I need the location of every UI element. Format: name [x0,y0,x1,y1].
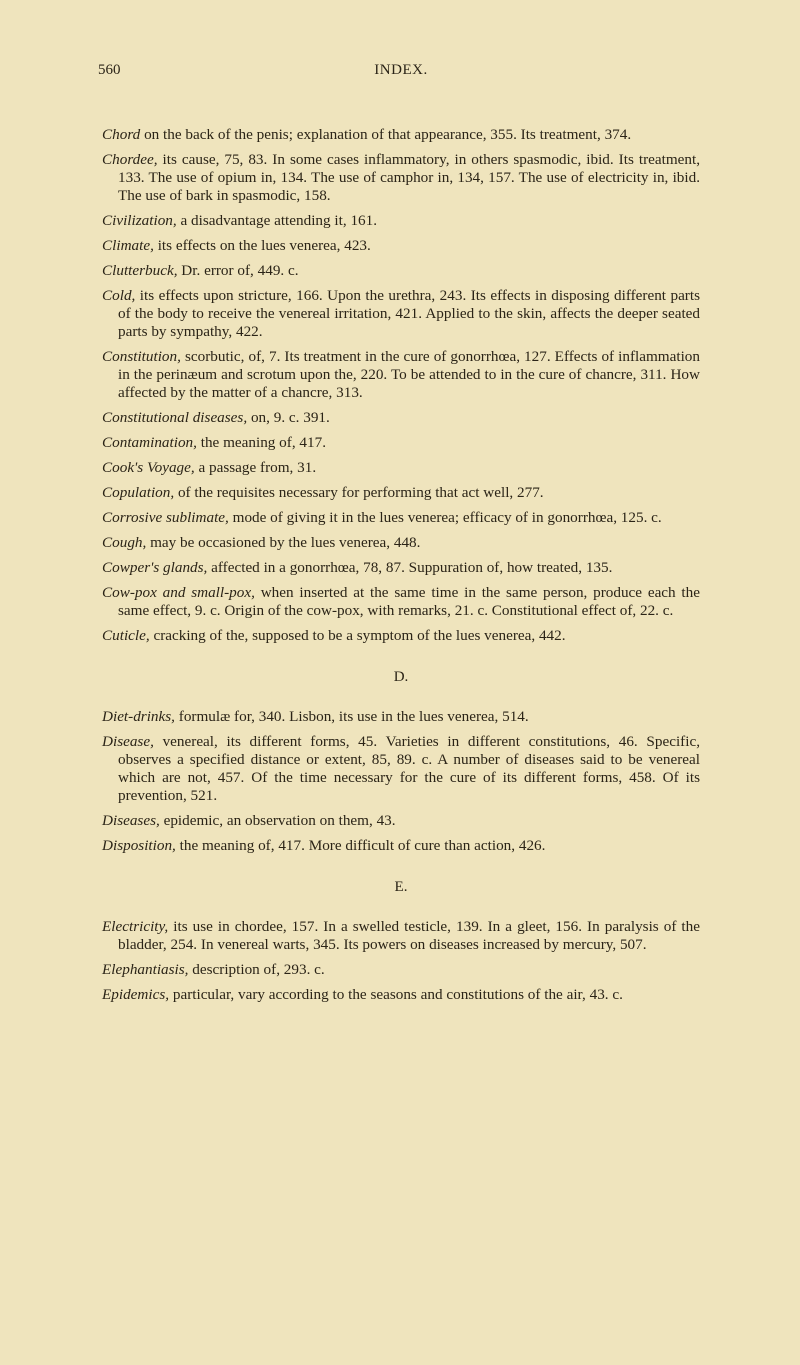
entry-text: venereal, its different forms, 45. Varieties in different constitutions, 46. Specific, observes a specified distance or extent, 85, 89. c. A number of diseases said to be venereal which are not, 457. Of the time necessary for the cure of its different forms, 458. Of its prevention, 521. [118,733,700,804]
index-entry [102,509,700,527]
page-number: 560 [98,62,121,78]
index-entry [102,459,700,477]
entry-text: on the back of the penis; explanation of that appearance, 355. Its treatment, 374. [140,126,632,143]
section-letter-heading: E. [394,879,408,895]
entry-text: scorbutic, of, 7. Its treatment in the cure of gonorrhœa, 127. Effects of inflammation in the perinæum and scrotum upon the, 220. To be attended to in the cure of chancre, 311. How affected by the matter of a chancre, 313. [118,348,700,401]
entry-text: a passage from, 31. [194,459,317,476]
entry-text: a disadvantage attending it, 161. [176,212,378,229]
index-entry [102,961,700,979]
index-entry [102,348,700,402]
entry-term: Constitutional diseases, [102,409,248,426]
entry-term: Cough, [102,534,147,551]
page-title: INDEX. [374,62,428,78]
entry-text: its cause, 75, 83. In some cases inflammatory, in others spasmodic, ibid. Its treatment, 133. The use of opium in, 134. The use of camphor in, 134, 157. The use of electricity in, ibid. The use of bark in spasmodic, 158. [118,151,700,204]
index-entry [102,837,700,855]
index-entry [102,409,700,427]
index-entry [102,237,700,255]
entry-text: particular, vary according to the seasons and constitutions of the air, 43. c. [169,986,623,1003]
entry-term: Cuticle, [102,627,150,644]
entry-text: may be occasioned by the lues venerea, 448. [146,534,421,551]
index-entry [102,262,700,280]
entry-term: Epidemics, [102,986,170,1003]
index-entry [102,534,700,552]
entry-term: Disease, [102,733,154,750]
entry-term: Chordee, [102,151,158,168]
entry-term: Diseases, [102,812,160,829]
entry-term: Civilization, [102,212,177,229]
entry-term: Climate, [102,237,154,254]
entry-text: when inserted at the same time in the same person, produce each the same effect, 9. c. Origin of the cow-pox, with remarks, 21. c. Constitutional effect of, 22. c. [118,584,700,619]
entry-text: mode of giving it in the lues venerea; efficacy of in gonorrhœa, 125. c. [228,509,662,526]
index-entry [102,126,700,144]
entry-term: Cook's Voyage, [102,459,195,476]
entry-term: Clutterbuck, [102,262,178,279]
entry-text: description of, 293. c. [188,961,325,978]
entry-text: the meaning of, 417. [196,434,327,451]
index-entry [102,484,700,502]
entry-term: Copulation, [102,484,175,501]
entry-term: Cowper's glands, [102,559,208,576]
book-page [98,62,700,1011]
entry-text: epidemic, an observation on them, 43. [159,812,396,829]
index-entry [102,733,700,805]
index-entry [102,287,700,341]
entry-text: its use in chordee, 157. In a swelled testicle, 139. In a gleet, 156. In paralysis of the bladder, 254. In venereal warts, 345. Its powers on diseases increased by mercury, 507. [118,918,700,953]
index-entry [102,918,700,954]
entry-text: Dr. error of, 449. c. [177,262,299,279]
index-entry [102,584,700,620]
index-entries [102,126,700,1004]
index-entry [102,151,700,205]
index-entry [102,708,700,726]
entry-term: Diet-drinks, [102,708,175,725]
entry-term: Electricity, [102,918,169,935]
index-entry [102,627,700,645]
entry-term: Constitution, [102,348,181,365]
entry-term: Contamination, [102,434,197,451]
index-entry [102,559,700,577]
entry-term: Cow-pox and small-pox, [102,584,255,601]
entry-text: formulæ for, 340. Lisbon, its use in the lues venerea, 514. [174,708,529,725]
entry-text: its effects on the lues venerea, 423. [153,237,371,254]
entry-text: its effects upon stricture, 166. Upon the urethra, 243. Its effects in disposing different parts of the body to receive the venereal irritation, 421. Applied to the skin, affects the deeper seated parts by sympathy, 422. [118,287,700,340]
entry-text: of the requisites necessary for performing that act well, 277. [174,484,544,501]
entry-term: Cold, [102,287,136,304]
index-entry [102,986,700,1004]
entry-text: affected in a gonorrhœa, 78, 87. Suppuration of, how treated, 135. [207,559,613,576]
entry-term: Elephantiasis, [102,961,189,978]
entry-term: Corrosive sublimate, [102,509,229,526]
entry-text: cracking of the, supposed to be a symptom of the lues venerea, 442. [149,627,566,644]
section-letter-heading: D. [393,669,409,685]
entry-text: on, 9. c. 391. [247,409,330,426]
page-header [98,62,700,86]
entry-term: Disposition, [102,837,176,854]
entry-text: the meaning of, 417. More difficult of cure than action, 426. [175,837,546,854]
index-entry [102,212,700,230]
index-entry [102,434,700,452]
index-entry [102,812,700,830]
entry-term: Chord [102,126,141,143]
